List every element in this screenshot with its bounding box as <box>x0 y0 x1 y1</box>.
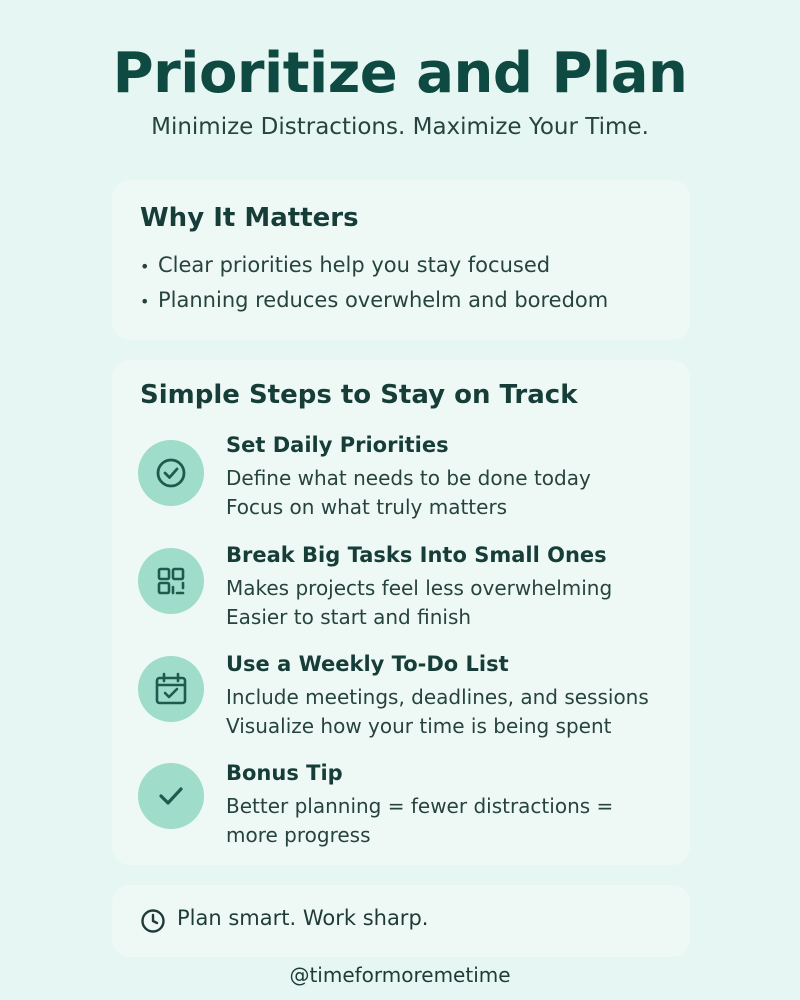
step-line: Include meetings, deadlines, and sessions <box>226 685 649 709</box>
step-title: Break Big Tasks Into Small Ones <box>226 543 607 567</box>
bullet-dot: • <box>140 292 150 311</box>
step-line: Define what needs to be done today <box>226 466 591 490</box>
page-title: Prioritize and Plan <box>112 41 688 106</box>
step-line: Makes projects feel less overwhelming <box>226 576 613 600</box>
circle-check-icon <box>138 440 204 506</box>
step-line: more progress <box>226 823 371 847</box>
steps-heading: Simple Steps to Stay on Track <box>140 380 578 410</box>
step-line: Better planning = fewer distractions = <box>226 794 614 818</box>
bullet-dot: • <box>140 257 150 276</box>
checkmark-icon <box>138 763 204 829</box>
step-title: Set Daily Priorities <box>226 433 449 457</box>
why-bullet: • Clear priorities help you stay focused <box>140 250 608 285</box>
step-line: Visualize how your time is being spent <box>226 714 612 738</box>
social-handle: @timeformoremetime <box>289 963 511 987</box>
clock-icon <box>140 908 166 934</box>
why-bullet: • Planning reduces overwhelm and boredom <box>140 285 608 320</box>
step-line: Easier to start and finish <box>226 605 472 629</box>
page-subtitle: Minimize Distractions. Maximize Your Time. <box>151 114 649 140</box>
step-title: Use a Weekly To-Do List <box>226 652 509 676</box>
grid-icon <box>138 548 204 614</box>
why-bullet-list <box>140 250 608 320</box>
why-heading: Why It Matters <box>140 203 359 233</box>
calendar-check-icon <box>138 656 204 722</box>
step-title: Bonus Tip <box>226 761 343 785</box>
footer-tagline: Plan smart. Work sharp. <box>177 906 429 930</box>
step-line: Focus on what truly matters <box>226 495 508 519</box>
